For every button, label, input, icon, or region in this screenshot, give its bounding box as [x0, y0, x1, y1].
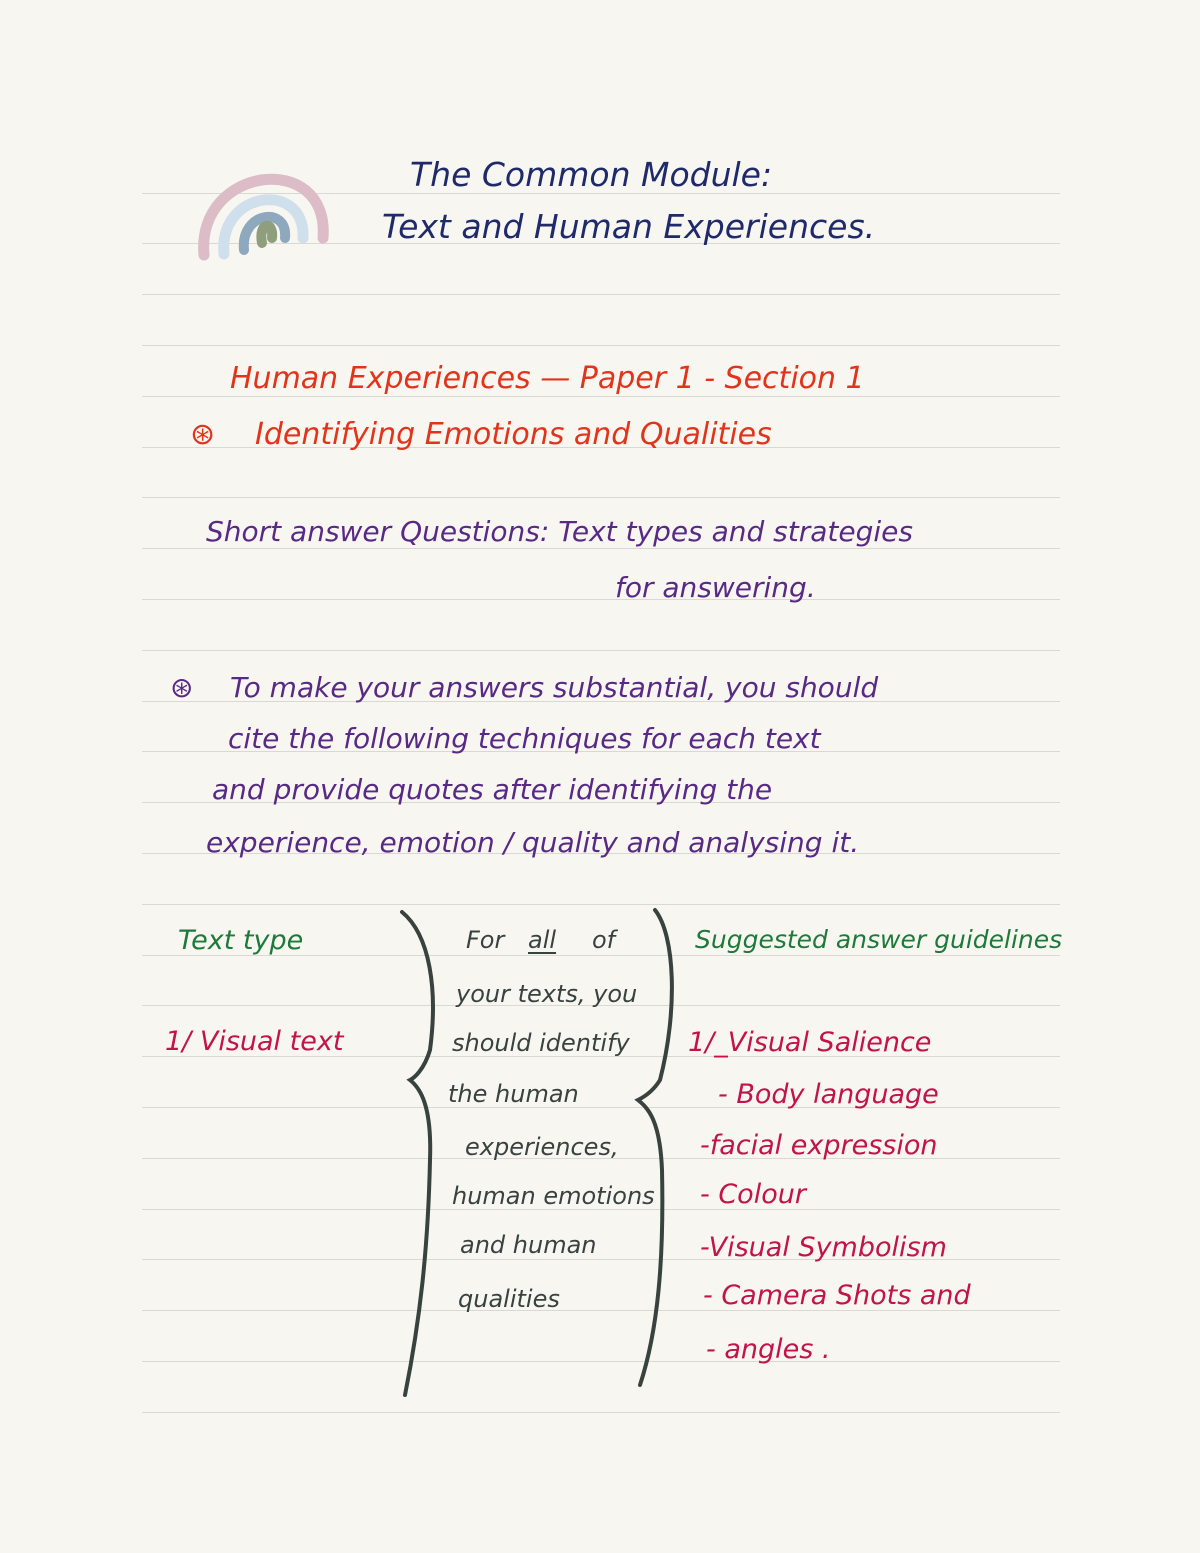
page-title-line-2: Text and Human Experiences.: [382, 207, 876, 246]
advice-line-4: experience, emotion / quality and analysing it.: [206, 826, 860, 859]
text-type-item: 1/ Visual text: [165, 1026, 344, 1057]
middle-line-2: should identify: [452, 1029, 630, 1057]
guideline-item: - Colour: [700, 1179, 806, 1210]
middle-line-4: experiences,: [465, 1133, 619, 1161]
guidelines-header: Suggested answer guidelines: [695, 925, 1063, 954]
short-answer-heading-line-2: for answering.: [615, 571, 816, 604]
guideline-item: -Visual Symbolism: [700, 1232, 947, 1263]
asterisk-bullet-icon: ⊛: [170, 671, 194, 704]
middle-word-for: For: [466, 926, 505, 954]
guideline-item: - angles .: [706, 1334, 831, 1365]
section-subheading: Identifying Emotions and Qualities: [255, 417, 772, 452]
page-title-line-1: The Common Module:: [410, 155, 773, 194]
text-type-header: Text type: [178, 925, 304, 956]
middle-word-all: all: [528, 926, 557, 954]
middle-line-5: human emotions: [452, 1182, 655, 1210]
advice-line-3: and provide quotes after identifying the: [212, 773, 773, 806]
short-answer-heading-line-1: Short answer Questions: Text types and strategies: [206, 515, 913, 548]
guideline-item: - Body language: [718, 1079, 939, 1110]
rainbow-icon: [204, 179, 324, 255]
advice-line-2: cite the following techniques for each text: [228, 722, 821, 755]
guidelines-title: 1/_Visual Salience: [688, 1027, 932, 1058]
guideline-item: -facial expression: [700, 1130, 938, 1161]
section-heading: Human Experiences — Paper 1 - Section 1: [230, 361, 865, 396]
middle-line-1: your texts, you: [456, 980, 638, 1008]
right-curly-brace: [638, 910, 672, 1385]
middle-line-7: qualities: [458, 1285, 560, 1313]
left-curly-brace: [402, 912, 433, 1395]
guideline-item: - Camera Shots and: [703, 1280, 971, 1311]
advice-line-1: To make your answers substantial, you should: [230, 671, 879, 704]
bullet-icon: ⊛: [190, 417, 216, 452]
middle-line-3: the human: [448, 1080, 579, 1108]
middle-line-6: and human: [460, 1231, 597, 1259]
middle-word-of: of: [592, 926, 616, 954]
